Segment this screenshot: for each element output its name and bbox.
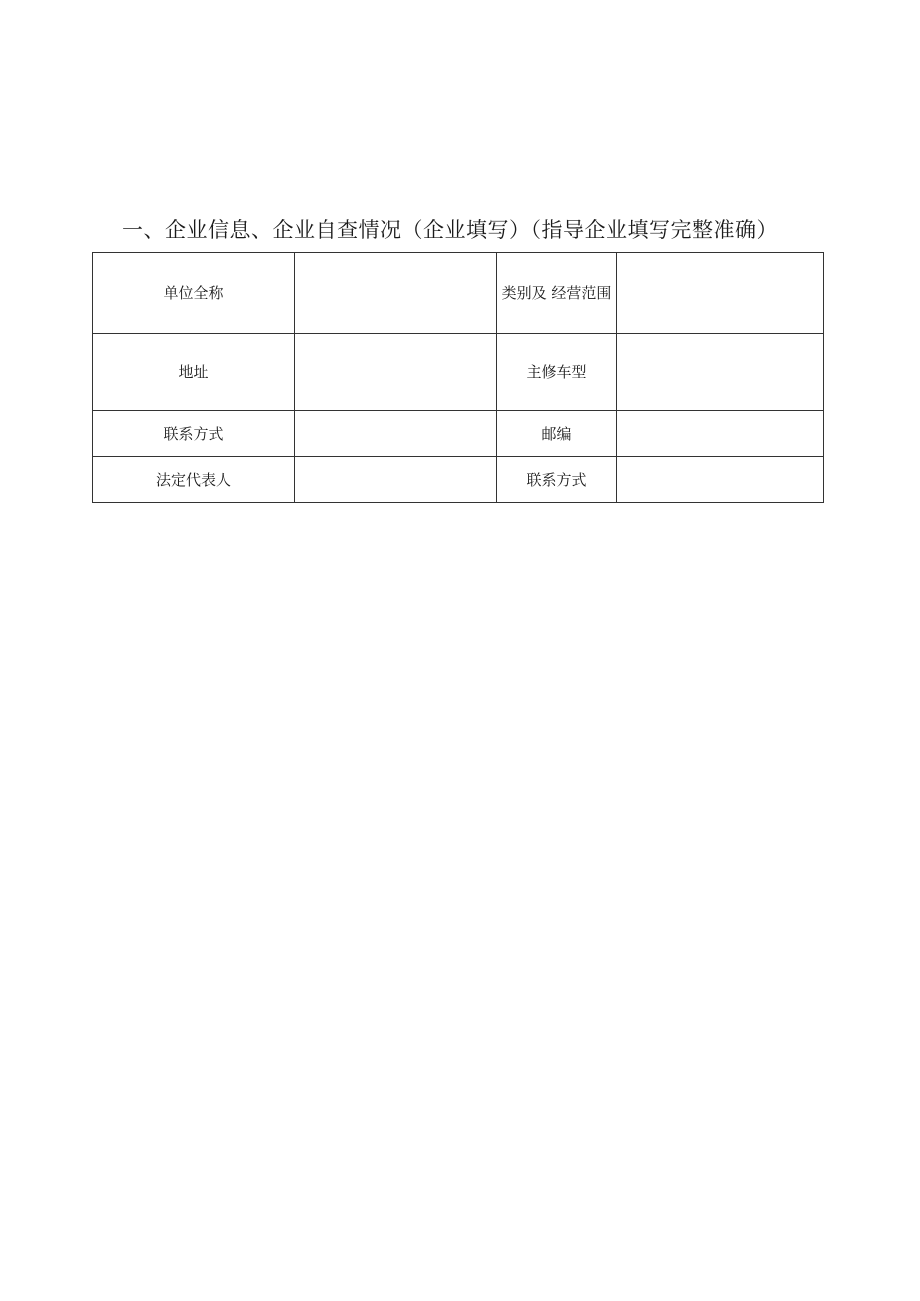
label-contact: 联系方式	[93, 411, 295, 457]
label-postcode: 邮编	[497, 411, 617, 457]
label-address: 地址	[93, 334, 295, 411]
enterprise-info-table	[92, 252, 824, 503]
category-scope-field[interactable]	[617, 253, 824, 334]
postcode-field[interactable]	[617, 411, 824, 457]
main-vehicle-models-field[interactable]	[617, 334, 824, 411]
table-row	[93, 334, 824, 411]
label-representative-contact: 联系方式	[497, 457, 617, 503]
label-category-scope	[497, 253, 617, 334]
contact-field[interactable]	[295, 411, 497, 457]
company-name-field[interactable]	[295, 253, 497, 334]
legal-representative-field[interactable]	[295, 457, 497, 503]
label-legal-representative: 法定代表人	[93, 457, 295, 503]
table-row	[93, 411, 824, 457]
section-heading: 一、企业信息、企业自查情况（企业填写）（指导企业填写完整准确）	[122, 218, 778, 242]
label-company-name: 单位全称	[93, 253, 295, 334]
category-scope-text: 类别及 经营范围	[501, 284, 612, 302]
representative-contact-field[interactable]	[617, 457, 824, 503]
table-row	[93, 457, 824, 503]
table-row	[93, 253, 824, 334]
address-field[interactable]	[295, 334, 497, 411]
label-main-vehicle-models: 主修车型	[497, 334, 617, 411]
